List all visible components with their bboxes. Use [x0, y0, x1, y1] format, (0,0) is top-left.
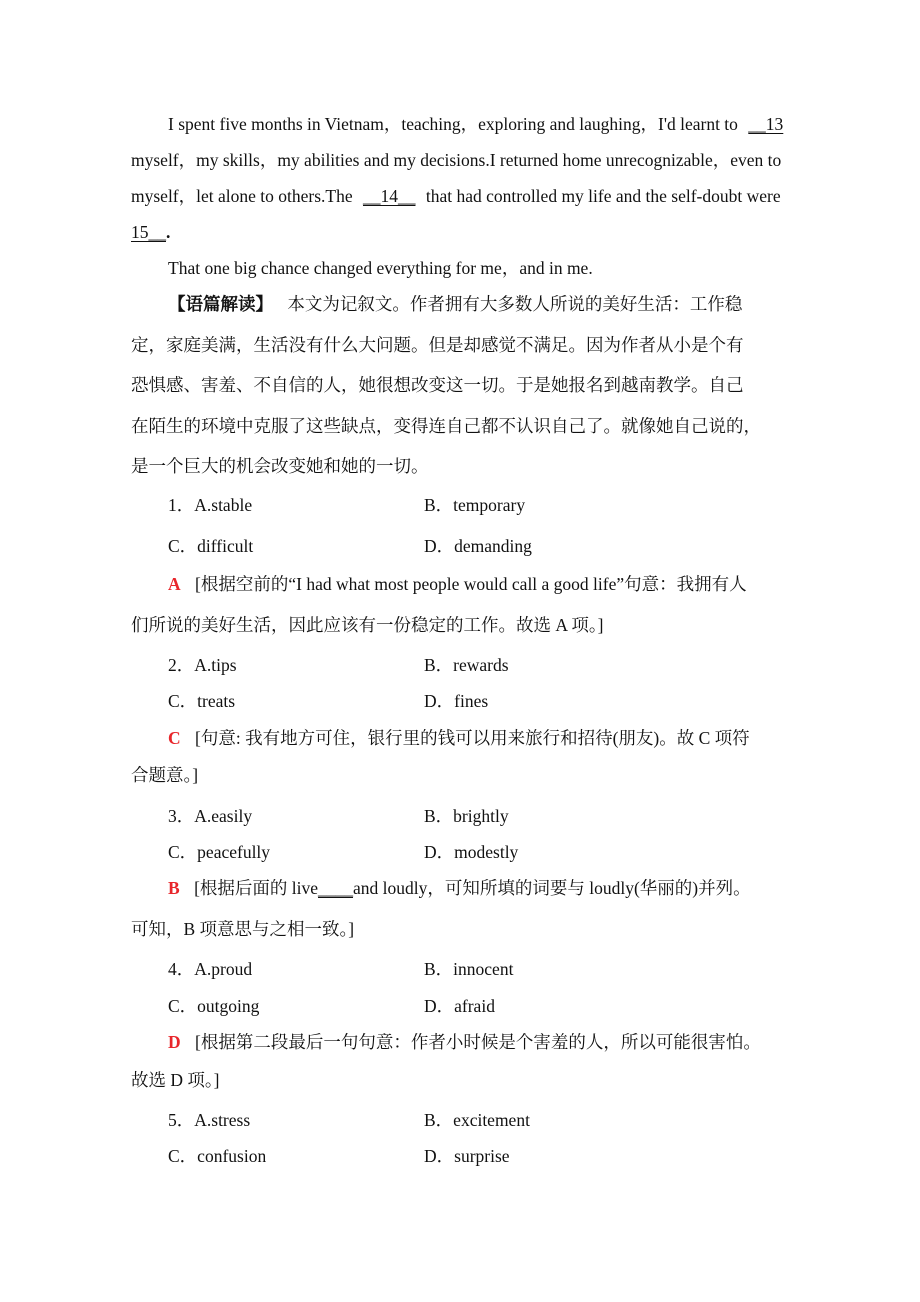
- q3-answer: B: [168, 878, 180, 898]
- passage-line-2: myself，my skills，my abilities and my decisions.I returned home unrecognizable，even to: [131, 150, 782, 170]
- q2-option-a: 2．A.tips: [168, 655, 237, 675]
- q2-answer: C: [168, 728, 181, 748]
- passage-line-5: That one big chance changed everything for me，and in me.: [168, 258, 593, 278]
- blank-14: __14__: [362, 186, 416, 206]
- q4-explanation-line-1: [168, 1030, 761, 1054]
- passage-text: myself，let alone to others.The: [131, 186, 353, 206]
- q2-option-d: D．fines: [424, 691, 489, 711]
- analysis-label: 【语篇解读】: [168, 294, 273, 314]
- q3-option-c: C．peacefully: [168, 842, 271, 862]
- passage-line-4: [131, 220, 170, 244]
- analysis-line-1: [168, 292, 742, 316]
- q4-option-a: 4．A.proud: [168, 959, 253, 979]
- q1-explanation: [根据空前的“I had what most people would call a good life”句意：我拥有人: [195, 574, 747, 594]
- q3-option-d: D．modestly: [424, 842, 519, 862]
- q3-explanation: and loudly，可知所填的词要与 loudly(华丽的)并列。: [353, 878, 751, 898]
- q1-explanation-line-2: 们所说的美好生活，因此应该有一份稳定的工作。故选 A 项。]: [131, 615, 604, 635]
- q2-option-b: B．rewards: [424, 655, 509, 675]
- q3-option-b: B．brightly: [424, 806, 509, 826]
- passage-text: that had controlled my life and the self-doubt were: [425, 186, 781, 206]
- q1-answer: A: [168, 574, 181, 594]
- analysis-text: 本文为记叙文。作者拥有大多数人所说的美好生活：工作稳: [287, 294, 743, 314]
- analysis-line-2: 定，家庭美满，生活没有什么大问题。但是却感觉不满足。因为作者从小是个有: [131, 335, 744, 355]
- q3-explanation-line-1: [168, 876, 751, 900]
- analysis-line-4: 在陌生的环境中克服了这些缺点，变得连自己都不认识自己了。就像她自己说的，: [131, 416, 761, 436]
- passage-line-1: [168, 112, 783, 136]
- q2-explanation: [句意: 我有地方可住，银行里的钱可以用来旅行和招待(朋友)。故 C 项符: [195, 728, 750, 748]
- q4-explanation-line-2: 故选 D 项。]: [131, 1070, 220, 1090]
- passage-line-3: [131, 184, 781, 208]
- blank-15: 15__: [131, 222, 166, 242]
- q1-option-c: C．difficult: [168, 536, 254, 556]
- q1-option-a: 1．A.stable: [168, 495, 253, 515]
- q5-option-b: B．excitement: [424, 1110, 530, 1130]
- q4-explanation: [根据第二段最后一句句意：作者小时候是个害羞的人，所以可能很害怕。: [195, 1032, 761, 1052]
- q2-explanation-line-1: [168, 726, 750, 750]
- q3-option-a: 3．A.easily: [168, 806, 253, 826]
- q4-option-d: D．afraid: [424, 996, 495, 1016]
- analysis-line-3: 恐惧感、害羞、不自信的人，她很想改变这一切。于是她报名到越南教学。自己: [131, 375, 744, 395]
- q4-answer: D: [168, 1032, 181, 1052]
- passage-text: .: [166, 222, 171, 242]
- q1-explanation-line-1: [168, 572, 747, 596]
- q1-option-d: D．demanding: [424, 536, 532, 556]
- analysis-line-5: 是一个巨大的机会改变她和她的一切。: [131, 456, 429, 476]
- q5-option-d: D．surprise: [424, 1146, 510, 1166]
- q2-explanation-line-2: 合题意。]: [131, 765, 199, 785]
- q2-option-c: C．treats: [168, 691, 236, 711]
- q5-option-a: 5．A.stress: [168, 1110, 251, 1130]
- q4-option-c: C．outgoing: [168, 996, 260, 1016]
- blank-13: __13: [748, 114, 784, 134]
- q3-explanation-blank: ____: [318, 878, 354, 898]
- passage-text: I spent five months in Vietnam，teaching，exploring and laughing，I'd learnt to: [168, 114, 738, 134]
- q4-option-b: B．innocent: [424, 959, 514, 979]
- q3-explanation-line-2: 可知，B 项意思与之相一致。]: [131, 919, 355, 939]
- q1-option-b: B．temporary: [424, 495, 526, 515]
- q3-explanation: [根据后面的 live: [194, 878, 319, 898]
- q5-option-c: C．confusion: [168, 1146, 267, 1166]
